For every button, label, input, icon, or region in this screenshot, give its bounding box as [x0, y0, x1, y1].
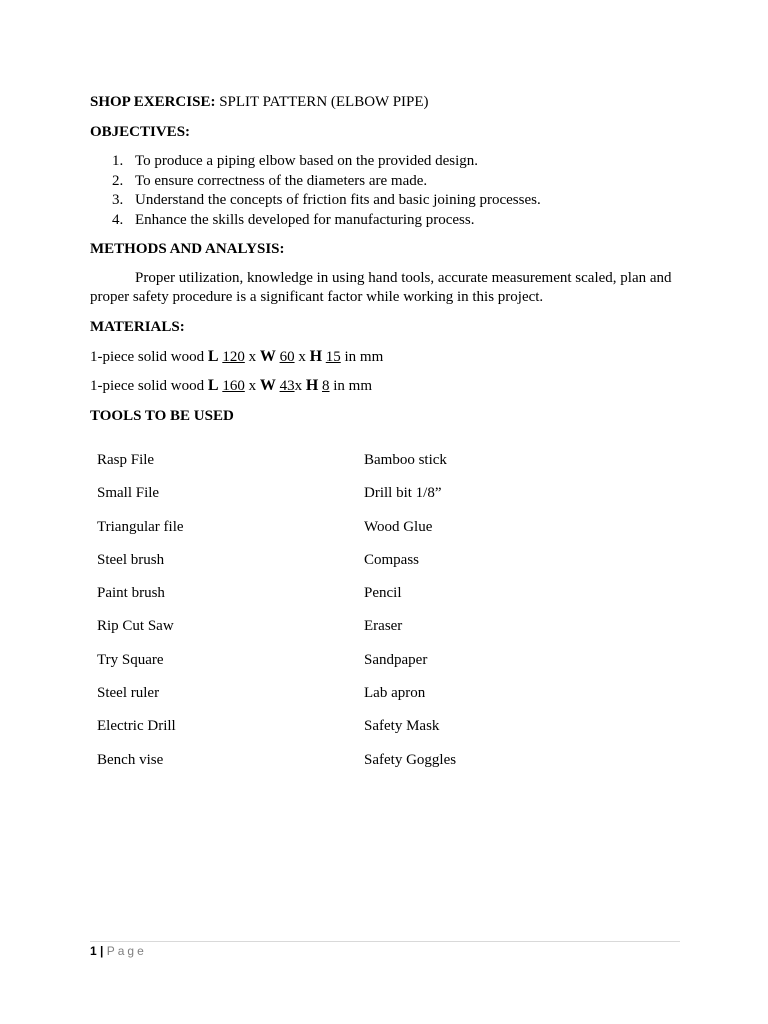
tool-cell: Wood Glue [364, 518, 433, 535]
footer-divider [90, 941, 680, 942]
objective-item [90, 191, 541, 211]
methods-paragraph: Proper utilization, knowledge in using hand tools, accurate measurement scaled, plan and proper safety procedure is a significant factor while working in this project. [90, 270, 672, 305]
objective-item [90, 152, 541, 172]
page-word: Page [106, 944, 147, 958]
objective-number: 3. [112, 192, 124, 209]
tool-cell: Paint brush [97, 585, 165, 602]
unit-suffix: in mm [329, 378, 373, 394]
dimension-separator: x [294, 349, 310, 365]
objective-item [90, 211, 541, 231]
table-row [97, 484, 456, 517]
width-label: W [259, 377, 276, 394]
methods-heading: METHODS AND ANALYSIS: [90, 241, 285, 257]
tool-cell: Triangular file [97, 518, 184, 535]
tool-cell: Safety Mask [364, 718, 440, 735]
unit-suffix: in mm [340, 349, 384, 365]
tools-table [97, 451, 456, 784]
height-label: H [305, 377, 319, 394]
materials-heading: MATERIALS: [90, 319, 185, 335]
table-row [97, 717, 456, 750]
table-row [97, 518, 456, 551]
tool-cell: Bamboo stick [364, 452, 447, 468]
page-footer [90, 943, 147, 959]
table-row [97, 684, 456, 717]
tool-cell: Steel brush [97, 551, 165, 568]
table-row [97, 584, 456, 617]
objective-number: 2. [112, 172, 124, 189]
tool-cell: Electric Drill [97, 718, 176, 735]
width-value: 43 [279, 378, 295, 394]
tool-cell: Steel ruler [97, 685, 160, 702]
material-prefix: 1-piece solid wood [90, 378, 208, 394]
tool-cell: Sandpaper [364, 651, 428, 668]
tool-cell: Pencil [364, 585, 402, 602]
table-row [97, 617, 456, 650]
tool-cell: Rip Cut Saw [97, 618, 174, 635]
material-prefix: 1-piece solid wood [90, 349, 208, 365]
title-text: SPLIT PATTERN (ELBOW PIPE) [215, 94, 429, 110]
table-row [97, 651, 456, 684]
tool-cell: Eraser [364, 618, 403, 635]
table-row [97, 751, 456, 784]
material-line [90, 348, 383, 366]
length-label: L [207, 348, 219, 365]
tool-cell: Try Square [97, 651, 164, 668]
tool-cell: Compass [364, 551, 420, 568]
footer-separator: | [96, 944, 107, 958]
tools-heading: TOOLS TO BE USED [90, 408, 234, 424]
objective-text: To produce a piping elbow based on the provided design. [135, 153, 479, 169]
objective-text: Enhance the skills developed for manufacturing process. [135, 211, 475, 228]
length-label: L [207, 377, 219, 394]
height-label: H [309, 348, 323, 365]
dimension-separator: x [244, 378, 260, 394]
width-label: W [259, 348, 276, 365]
objectives-list [90, 152, 541, 230]
tool-cell: Rasp File [97, 452, 155, 468]
title-label: SHOP EXERCISE: [90, 94, 216, 110]
table-row [97, 451, 456, 484]
dimension-separator: x [244, 349, 260, 365]
height-value: 15 [325, 349, 341, 365]
material-line [90, 377, 372, 395]
exercise-title [90, 93, 429, 111]
length-value: 120 [222, 349, 245, 365]
width-value: 60 [279, 349, 295, 365]
objective-number: 1. [112, 153, 124, 169]
objective-number: 4. [112, 211, 124, 228]
tool-cell: Safety Goggles [364, 751, 457, 768]
tool-cell: Bench vise [97, 751, 164, 768]
tool-cell: Lab apron [364, 685, 426, 702]
page-number: 1 [90, 944, 97, 958]
height-value: 8 [322, 378, 330, 394]
objective-text: Understand the concepts of friction fits and basic joining processes. [135, 192, 541, 209]
dimension-separator: x [294, 378, 306, 394]
tool-cell: Drill bit 1/8” [364, 485, 442, 502]
objective-text: To ensure correctness of the diameters are made. [135, 172, 428, 189]
tool-cell: Small File [97, 485, 160, 502]
length-value: 160 [222, 378, 245, 394]
objective-item [90, 172, 541, 192]
objectives-heading: OBJECTIVES: [90, 124, 191, 140]
table-row [97, 551, 456, 584]
